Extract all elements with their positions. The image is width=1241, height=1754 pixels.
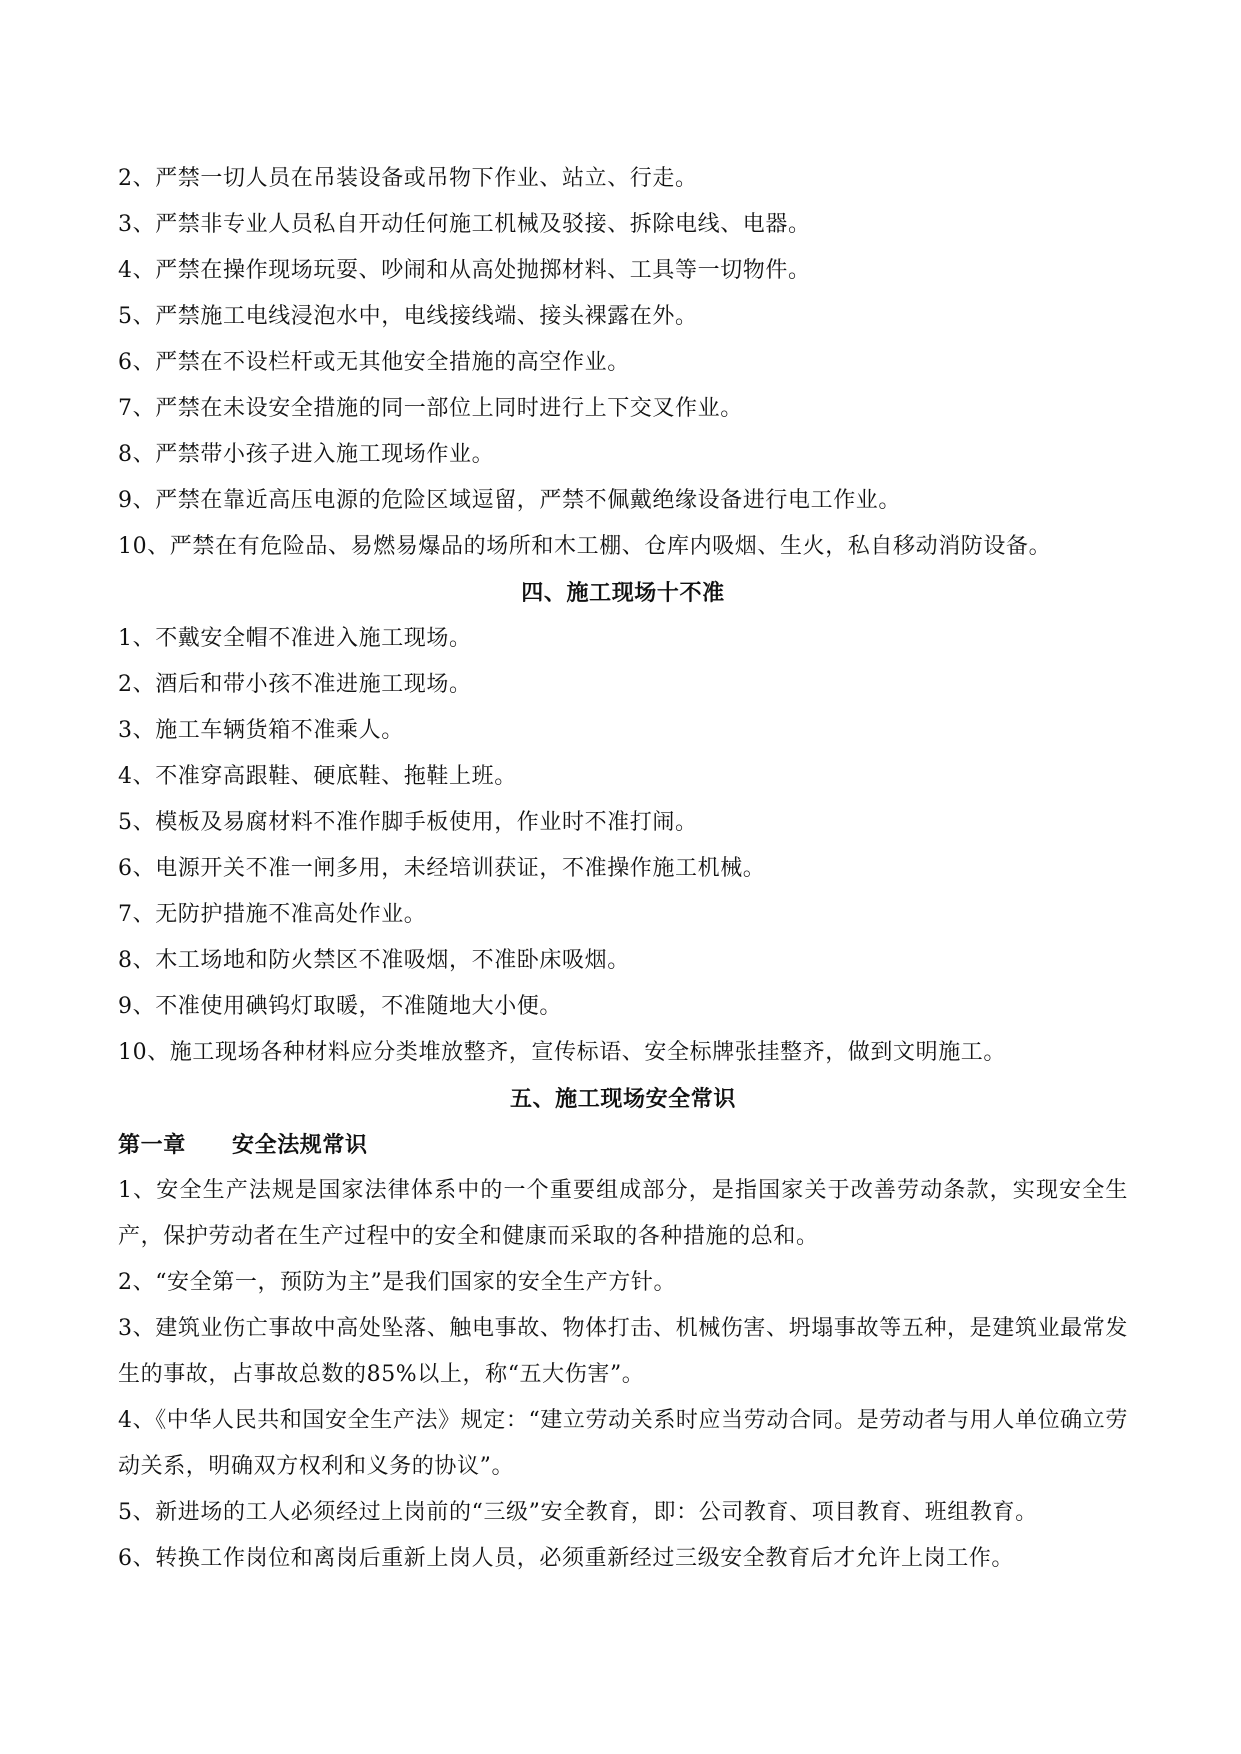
list-item: 4、严禁在操作现场玩耍、吵闹和从高处抛掷材料、工具等一切物件。 [118,258,811,283]
list-item: 3、严禁非专业人员私自开动任何施工机械及驳接、拆除电线、电器。 [118,212,811,237]
list-item: 2、“安全第一，预防为主”是我们国家的安全生产方针。 [118,1270,677,1295]
list-item: 6、严禁在不设栏杆或无其他安全措施的高空作业。 [118,350,630,375]
section5-list [118,1168,1128,1582]
list-item: 6、电源开关不准一闸多用，未经培训获证，不准操作施工机械。 [118,856,766,881]
list-item: 1、安全生产法规是国家法律体系中的一个重要组成部分，是指国家关于改善劳动条款，实现安全生产，保护劳动者在生产过程中的安全和健康而采取的各种措施的总和。 [118,1178,1128,1249]
list-item: 2、严禁一切人员在吊装设备或吊物下作业、站立、行走。 [118,166,698,191]
section5-heading: 五、施工现场安全常识 [509,1086,736,1112]
section4-heading: 四、施工现场十不准 [521,580,725,606]
list-item: 6、转换工作岗位和离岗后重新上岗人员，必须重新经过三级安全教育后才允许上岗工作。 [118,1546,1014,1571]
list-item: 10、严禁在有危险品、易燃易爆品的场所和木工棚、仓库内吸烟、生火，私自移动消防设备。 [118,534,1052,559]
list-item: 5、严禁施工电线浸泡水中，电线接线端、接头裸露在外。 [118,304,698,329]
list-item: 5、新进场的工人必须经过上岗前的“三级”安全教育，即：公司教育、项目教育、班组教育。 [118,1500,1038,1525]
chapter-heading [118,1122,1128,1168]
section3-list [118,156,1128,570]
list-item: 4、不准穿高跟鞋、硬底鞋、拖鞋上班。 [118,764,517,789]
list-item: 1、不戴安全帽不准进入施工现场。 [118,626,472,651]
list-item: 3、施工车辆货箱不准乘人。 [118,718,404,743]
list-item: 7、严禁在未设安全措施的同一部位上同时进行上下交叉作业。 [118,396,743,421]
page-content [118,156,1128,1582]
list-item: 8、木工场地和防火禁区不准吸烟，不准卧床吸烟。 [118,948,630,973]
chapter-title: 安全法规常识 [232,1132,368,1158]
list-item: 9、严禁在靠近高压电源的危险区域逗留，严禁不佩戴绝缘设备进行电工作业。 [118,488,901,513]
list-item: 2、酒后和带小孩不准进施工现场。 [118,672,472,697]
chapter-number: 第一章 [118,1132,186,1158]
section4-list [118,616,1128,1076]
list-item: 9、不准使用碘钨灯取暖，不准随地大小便。 [118,994,562,1019]
list-item: 4、《中华人民共和国安全生产法》规定：“建立劳动关系时应当劳动合同。是劳动者与用人单位确立劳动关系，明确双方权利和义务的协议”。 [118,1408,1128,1479]
list-item: 5、模板及易腐材料不准作脚手板使用，作业时不准打闹。 [118,810,698,835]
list-item: 3、建筑业伤亡事故中高处坠落、触电事故、物体打击、机械伤害、坍塌事故等五种，是建筑业最常发生的事故，占事故总数的85%以上，称“五大伤害”。 [118,1316,1128,1387]
list-item: 7、无防护措施不准高处作业。 [118,902,427,927]
list-item: 10、施工现场各种材料应分类堆放整齐，宣传标语、安全标牌张挂整齐，做到文明施工。 [118,1040,1006,1065]
list-item: 8、严禁带小孩子进入施工现场作业。 [118,442,495,467]
